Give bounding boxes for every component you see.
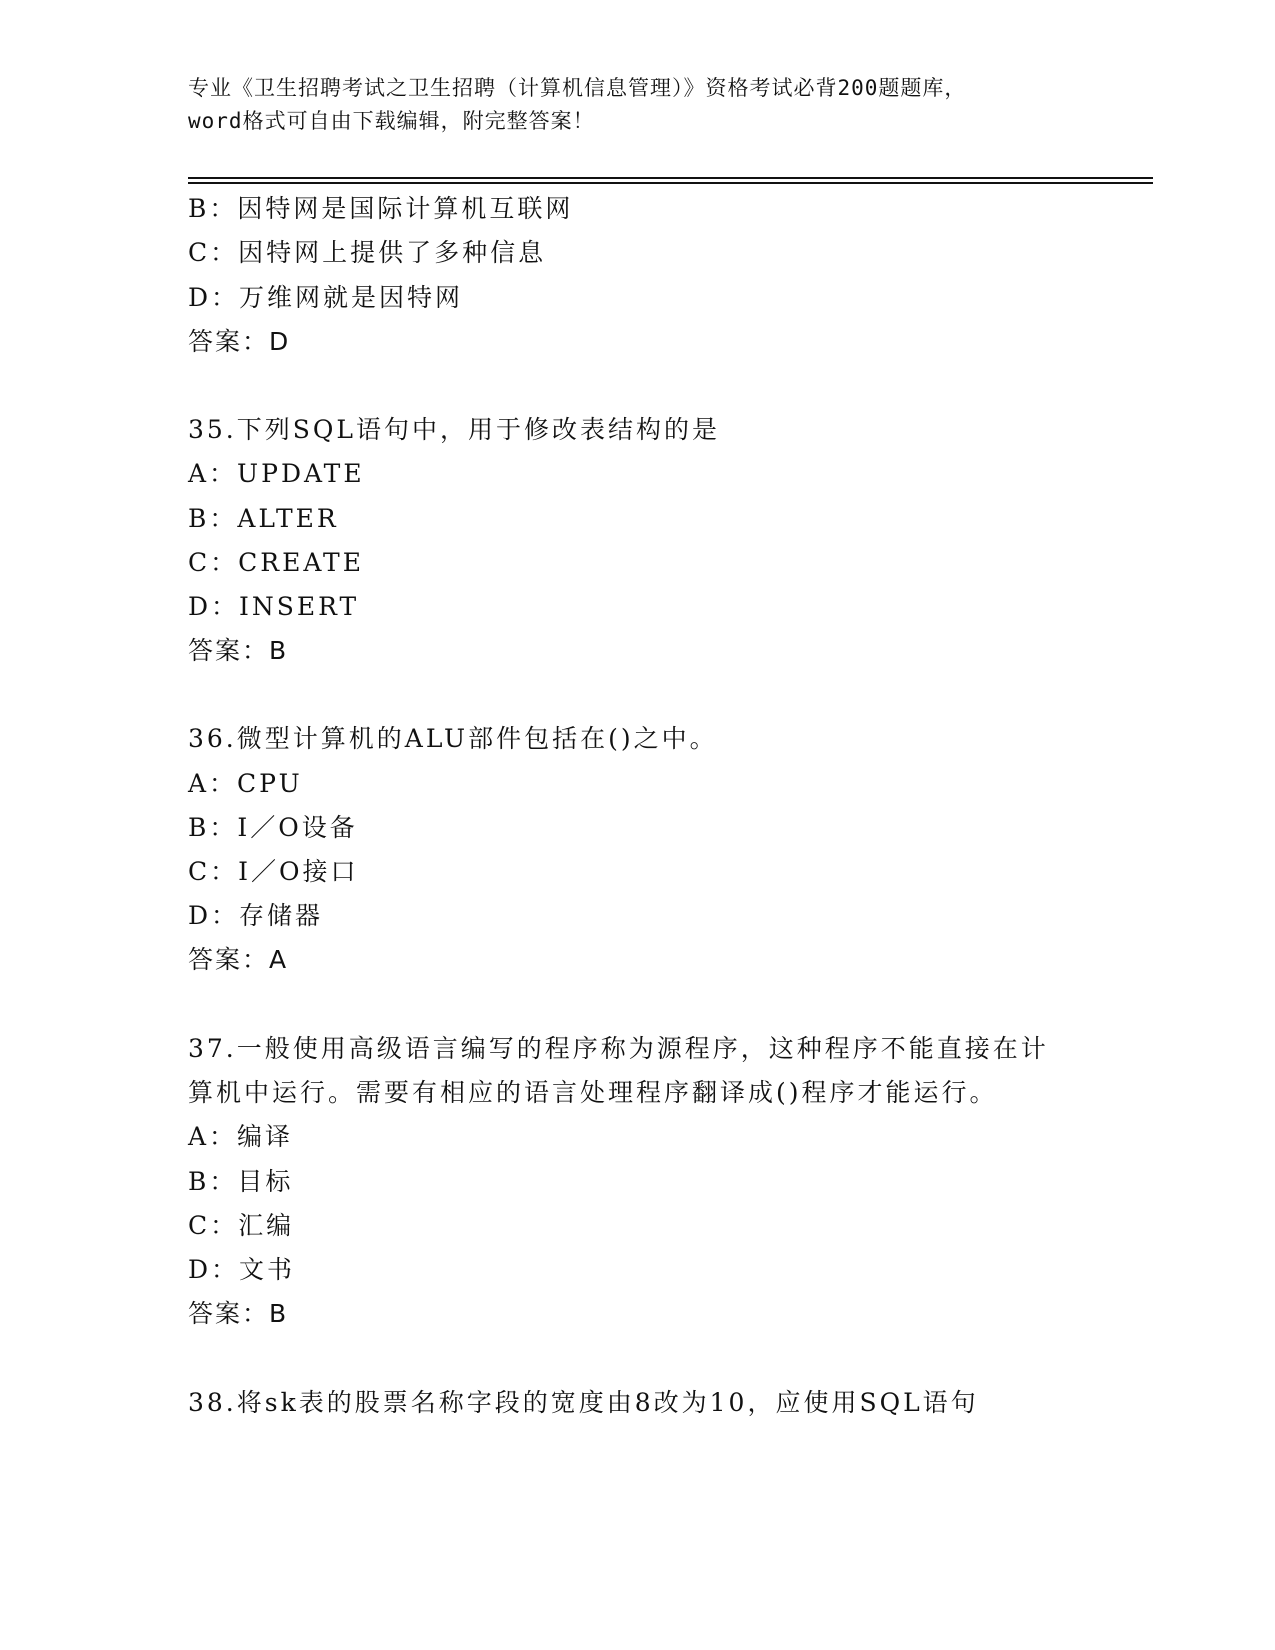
q37-stem-line-1: 37.一般使用高级语言编写的程序称为源程序，这种程序不能直接在计 xyxy=(188,1034,1049,1063)
q35-option-d: D：INSERT xyxy=(188,592,360,621)
q35-option-c: C：CREATE xyxy=(188,548,364,577)
q36-option-a: A：CPU xyxy=(188,769,303,798)
header-divider-bottom xyxy=(188,182,1153,184)
q34-option-b: B：因特网是国际计算机互联网 xyxy=(188,194,574,223)
q36-option-d: D：存储器 xyxy=(188,901,324,930)
q37-option-c: C：汇编 xyxy=(188,1211,295,1240)
q35-option-a: A：UPDATE xyxy=(188,459,365,488)
q35-stem: 35.下列SQL语句中，用于修改表结构的是 xyxy=(188,415,720,444)
q38-stem: 38.将sk表的股票名称字段的宽度由8改为10，应使用SQL语句 xyxy=(188,1388,979,1417)
q36-option-b: B：I／O设备 xyxy=(188,813,358,842)
header-line-1: 专业《卫生招聘考试之卫生招聘（计算机信息管理）》资格考试必背200题题库， xyxy=(188,76,967,100)
q37-option-a: A：编译 xyxy=(188,1122,294,1151)
q37-answer: 答案：B xyxy=(188,1299,289,1328)
q34-option-c: C：因特网上提供了多种信息 xyxy=(188,238,547,267)
q36-stem: 36.微型计算机的ALU部件包括在()之中。 xyxy=(188,724,718,753)
q36-answer: 答案：A xyxy=(188,945,289,974)
q36-option-c: C：I／O接口 xyxy=(188,857,359,886)
header-line-2: word格式可自由下载编辑，附完整答案！ xyxy=(188,109,595,133)
document-header xyxy=(188,72,1088,138)
q34-answer: 答案：D xyxy=(188,327,291,356)
header-divider-top xyxy=(188,177,1153,179)
q37-stem-line-2: 算机中运行。需要有相应的语言处理程序翻译成()程序才能运行。 xyxy=(188,1078,998,1107)
q37-option-d: D：文书 xyxy=(188,1255,296,1284)
q34-option-d: D：万维网就是因特网 xyxy=(188,283,464,312)
q35-answer: 答案：B xyxy=(188,636,289,665)
q37-option-b: B：目标 xyxy=(188,1167,294,1196)
q35-option-b: B：ALTER xyxy=(188,504,339,533)
